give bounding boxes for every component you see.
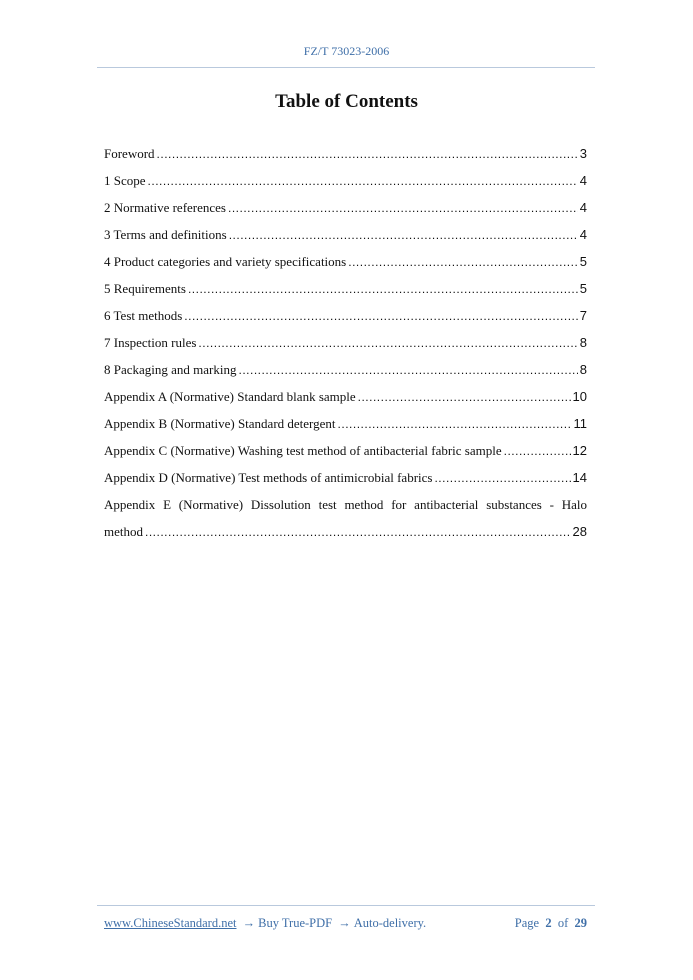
toc-list bbox=[104, 140, 587, 491]
document-code-header: FZ/T 73023-2006 bbox=[303, 44, 390, 58]
toc-dot-leader bbox=[239, 357, 578, 384]
toc-page-number: 10 bbox=[572, 389, 587, 404]
right-arrow-icon: → bbox=[242, 916, 256, 930]
toc-dot-leader bbox=[145, 519, 571, 546]
current-page-number: 2 bbox=[545, 916, 552, 930]
toc-entry[interactable] bbox=[104, 248, 587, 275]
toc-entry[interactable] bbox=[104, 329, 587, 356]
toc-entry[interactable] bbox=[104, 383, 587, 410]
toc-page-number: 4 bbox=[579, 173, 587, 188]
toc-entry-title-word: method bbox=[344, 497, 384, 512]
toc-entry-title: 5 Requirements bbox=[104, 281, 186, 296]
toc-page-number: 4 bbox=[579, 200, 587, 215]
toc-entry-title: 1 Scope bbox=[104, 173, 146, 188]
toc-entry-appendix-e-first-line[interactable] bbox=[104, 491, 587, 518]
toc-page-number: 14 bbox=[572, 470, 587, 485]
toc-dot-leader bbox=[338, 411, 572, 438]
toc-entry-title: Foreword bbox=[104, 146, 155, 161]
toc-page-number: 8 bbox=[579, 362, 587, 377]
toc-dot-leader bbox=[229, 222, 578, 249]
toc-entry-title: Appendix C (Normative) Washing test method of antibacterial fabric sample bbox=[104, 443, 502, 458]
footer-promo bbox=[104, 916, 426, 931]
toc-page-number: 4 bbox=[579, 227, 587, 242]
toc-entry-title-word: (Normative) bbox=[178, 497, 244, 512]
toc-entry-title: method bbox=[104, 524, 143, 539]
toc-entry[interactable] bbox=[104, 437, 587, 464]
page-footer bbox=[104, 916, 587, 931]
toc-page-number: 3 bbox=[579, 146, 587, 161]
header-divider bbox=[97, 67, 595, 68]
toc-page-number: 28 bbox=[572, 524, 587, 539]
buy-pdf-text: Buy True-PDF bbox=[258, 916, 333, 930]
toc-entry[interactable] bbox=[104, 275, 587, 302]
toc-page-number: 5 bbox=[579, 254, 587, 269]
toc-entry-title: 4 Product categories and variety specifications bbox=[104, 254, 347, 269]
toc-entry-title-word: Halo bbox=[561, 497, 587, 512]
toc-entry-appendix-e-second-line[interactable] bbox=[104, 518, 587, 545]
toc-entry-title-word: for bbox=[391, 497, 407, 512]
toc-entry-title-word: Dissolution bbox=[250, 497, 311, 512]
toc-entry-title: Appendix D (Normative) Test methods of antimicrobial fabrics bbox=[104, 470, 433, 485]
site-link[interactable]: www.ChineseStandard.net bbox=[104, 916, 237, 930]
toc-dot-leader bbox=[148, 168, 578, 195]
toc-entry[interactable] bbox=[104, 221, 587, 248]
table-of-contents bbox=[104, 140, 587, 545]
right-arrow-icon: → bbox=[338, 916, 351, 930]
toc-entry-title: Appendix B (Normative) Standard detergent bbox=[104, 416, 336, 431]
footer-divider bbox=[97, 905, 595, 906]
toc-entry-title: Appendix A (Normative) Standard blank sample bbox=[104, 389, 356, 404]
toc-entry[interactable] bbox=[104, 194, 587, 221]
toc-entry-title: 6 Test methods bbox=[104, 308, 183, 323]
page-title: Table of Contents bbox=[275, 91, 418, 112]
toc-dot-leader bbox=[157, 141, 578, 168]
toc-page-number: 12 bbox=[572, 443, 587, 458]
toc-entry-title: 7 Inspection rules bbox=[104, 335, 197, 350]
toc-dot-leader bbox=[198, 330, 577, 357]
toc-dot-leader bbox=[228, 195, 578, 222]
page-label: Page bbox=[514, 916, 540, 930]
toc-page-number: 8 bbox=[579, 335, 587, 350]
toc-entry-title-word: antibacterial bbox=[414, 497, 479, 512]
toc-entry[interactable] bbox=[104, 464, 587, 491]
toc-entry-title-word: - bbox=[549, 497, 554, 512]
toc-entry-title-word: substances bbox=[486, 497, 542, 512]
toc-entry[interactable] bbox=[104, 140, 587, 167]
toc-dot-leader bbox=[358, 384, 571, 411]
toc-entry-title: 8 Packaging and marking bbox=[104, 362, 237, 377]
toc-page-number: 7 bbox=[579, 308, 587, 323]
toc-entry[interactable] bbox=[104, 302, 587, 329]
total-page-count: 29 bbox=[574, 916, 587, 930]
toc-page-number: 5 bbox=[579, 281, 587, 296]
toc-dot-leader bbox=[434, 465, 570, 492]
toc-entry[interactable] bbox=[104, 356, 587, 383]
auto-delivery-text: Auto-delivery. bbox=[353, 916, 427, 930]
toc-dot-leader bbox=[188, 276, 578, 303]
toc-dot-leader bbox=[184, 303, 577, 330]
toc-dot-leader bbox=[348, 249, 578, 276]
toc-page-number: 11 bbox=[573, 416, 587, 431]
toc-entry-title: 2 Normative references bbox=[104, 200, 226, 215]
toc-entry[interactable] bbox=[104, 410, 587, 437]
page-of-label: of bbox=[557, 916, 569, 930]
page-indicator bbox=[515, 916, 587, 931]
toc-entry[interactable] bbox=[104, 167, 587, 194]
toc-dot-leader bbox=[504, 438, 571, 465]
toc-entry-title-word: test bbox=[318, 497, 337, 512]
toc-entry-title-word: Appendix bbox=[104, 497, 156, 512]
toc-entry-title-word: E bbox=[163, 497, 172, 512]
toc-entry-title: 3 Terms and definitions bbox=[104, 227, 227, 242]
